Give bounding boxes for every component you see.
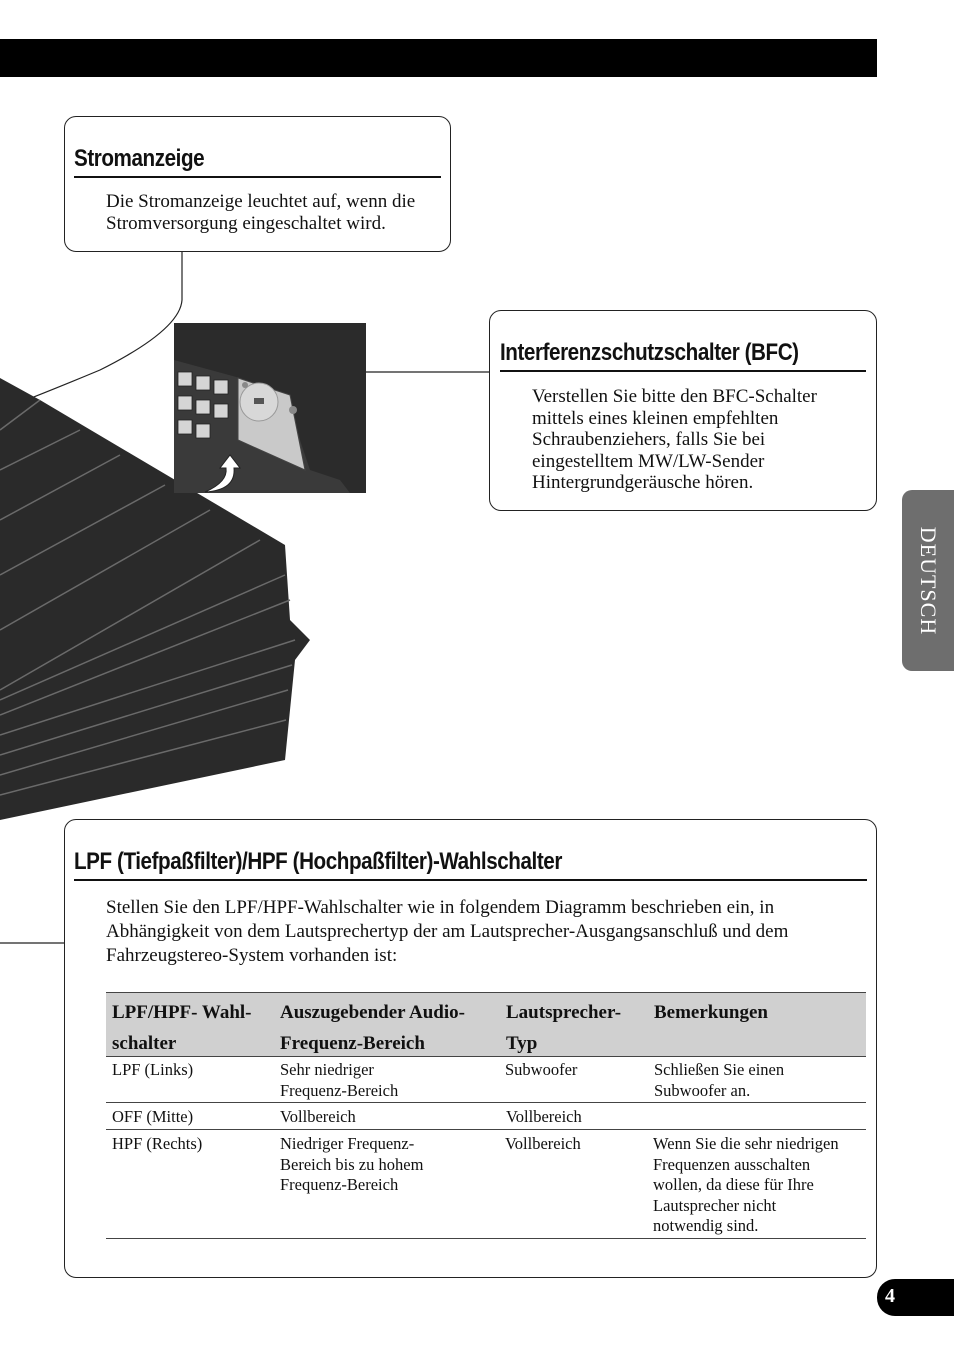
bfc-switch-text: Verstellen Sie bitte den BFC-Schalter mittels eines kleinen empfehlten Schraubenziehers, falls Sie bei eingestelltem MW/LW-Sender Hintergrundgeräusche hören.	[532, 386, 817, 493]
row1-remarks: Schließen Sie einen Subwoofer an.	[654, 1060, 785, 1100]
row3-remarks: Wenn Sie die sehr niedrigen Frequenzen ausschalten wollen, da diese für Ihre Lautsprecher nicht notwendig sind.	[653, 1134, 839, 1235]
power-indicator-rule	[74, 176, 441, 178]
row2-switch: OFF (Mitte)	[112, 1107, 194, 1126]
lpf-hpf-intro: Stellen Sie den LPF/HPF-Wahlschalter wie in folgendem Diagramm beschrieben ein, in Abhängigkeit von dem Lautsprechertyp der am Lautsprecher-Ausgangsanschluß und dem Fahrzeugstereo-System vorhanden ist:	[106, 897, 789, 966]
header-switch: LPF/HPF- Wahl- schalter	[112, 1002, 252, 1054]
bfc-switch-rule	[500, 370, 866, 372]
header-type: Lautsprecher- Typ	[506, 1002, 622, 1054]
page-number: 4	[885, 1285, 895, 1307]
bfc-switch-title: Interferenzschutzschalter (BFC)	[500, 339, 799, 366]
page-number-badge	[877, 1279, 954, 1316]
language-tab	[902, 490, 954, 671]
row3-switch: HPF (Rechts)	[112, 1134, 203, 1153]
lpf-hpf-rule	[74, 879, 867, 881]
table-bottom-rule	[106, 1238, 866, 1239]
power-indicator-text: Die Stromanzeige leuchtet auf, wenn die Stromversorgung eingeschaltet wird.	[106, 191, 416, 234]
row3-range: Niedriger Frequenz- Bereich bis zu hohem Frequenz-Bereich	[280, 1134, 424, 1194]
power-indicator-title: Stromanzeige	[74, 145, 205, 172]
header-range: Auszugebender Audio- Frequenz-Bereich	[280, 1002, 465, 1054]
row1-range: Sehr niedriger Frequenz-Bereich	[280, 1060, 399, 1100]
row-divider	[106, 1102, 866, 1103]
bfc-switch-box	[489, 310, 877, 511]
row2-range: Vollbereich	[280, 1107, 356, 1126]
row1-type: Subwoofer	[505, 1060, 578, 1079]
row1-switch: LPF (Links)	[112, 1060, 194, 1079]
lpf-hpf-title: LPF (Tiefpaßfilter)/HPF (Hochpaßfilter)-Wahlschalter	[74, 848, 562, 875]
row-divider	[106, 1129, 866, 1130]
row2-type: Vollbereich	[506, 1107, 582, 1126]
row3-type: Vollbereich	[505, 1134, 581, 1153]
language-tab-label: DEUTSCH	[916, 526, 941, 635]
header-remarks: Bemerkungen	[654, 1002, 768, 1023]
power-indicator-box	[64, 116, 451, 252]
table-header	[106, 992, 866, 1057]
